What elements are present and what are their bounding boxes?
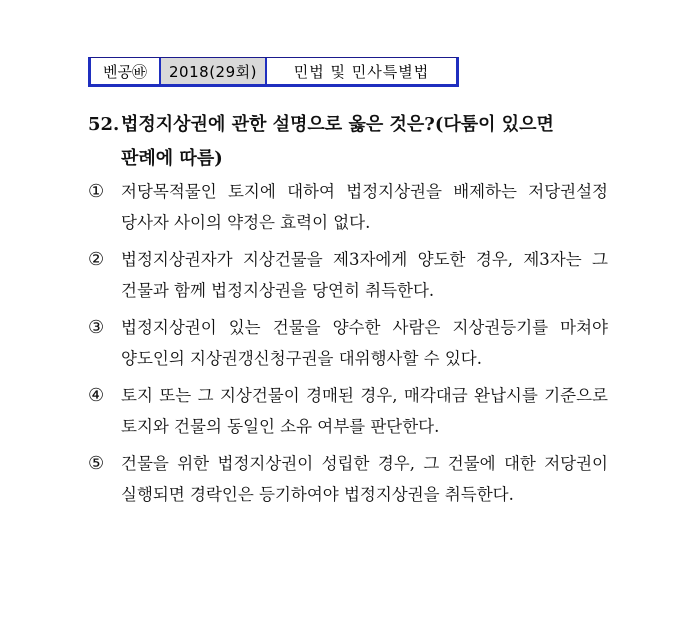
answer-option-4[interactable]	[88, 380, 608, 442]
exam-year-label: 2018(29회)	[161, 58, 267, 84]
answer-option-1[interactable]	[88, 176, 608, 238]
option-text: 법정지상권자가 지상건물을 제3자에게 양도한 경우, 제3자는 그 건물과 함께 법정지상권을 당연히 취득한다.	[121, 250, 608, 300]
option-text: 법정지상권이 있는 건물을 양수한 사람은 지상권등기를 마쳐야 양도인의 지상권갱신청구권을 대위행사할 수 있다.	[121, 318, 608, 368]
option-text: 건물을 위한 법정지상권이 성립한 경우, 그 건물에 대한 저당권이 실행되면 경락인은 등기하여야 법정지상권을 취득한다.	[121, 454, 608, 504]
option-marker: ⑤	[88, 453, 105, 474]
answer-options	[88, 176, 608, 516]
option-marker: ③	[88, 317, 105, 338]
option-marker: ④	[88, 385, 105, 406]
exam-subject-label: 민법 및 민사특별법	[267, 58, 456, 84]
answer-option-5[interactable]	[88, 448, 608, 510]
question-stem	[88, 108, 608, 176]
option-text: 토지 또는 그 지상건물이 경매된 경우, 매각대금 완납시를 기준으로 토지와 건물의 동일인 소유 여부를 판단한다.	[121, 386, 608, 436]
exam-header	[88, 57, 459, 87]
question-text: 법정지상권에 관한 설명으로 옳은 것은?(다툼이 있으면 판례에 따름)	[121, 114, 554, 169]
option-marker: ①	[88, 181, 105, 202]
answer-option-2[interactable]	[88, 244, 608, 306]
answer-option-3[interactable]	[88, 312, 608, 374]
option-marker: ②	[88, 249, 105, 270]
question-number: 52.	[88, 114, 120, 135]
exam-type-label: 벤공㉳	[91, 58, 161, 84]
option-text: 저당목적물인 토지에 대하여 법정지상권을 배제하는 저당권설정 당사자 사이의 약정은 효력이 없다.	[121, 182, 608, 232]
